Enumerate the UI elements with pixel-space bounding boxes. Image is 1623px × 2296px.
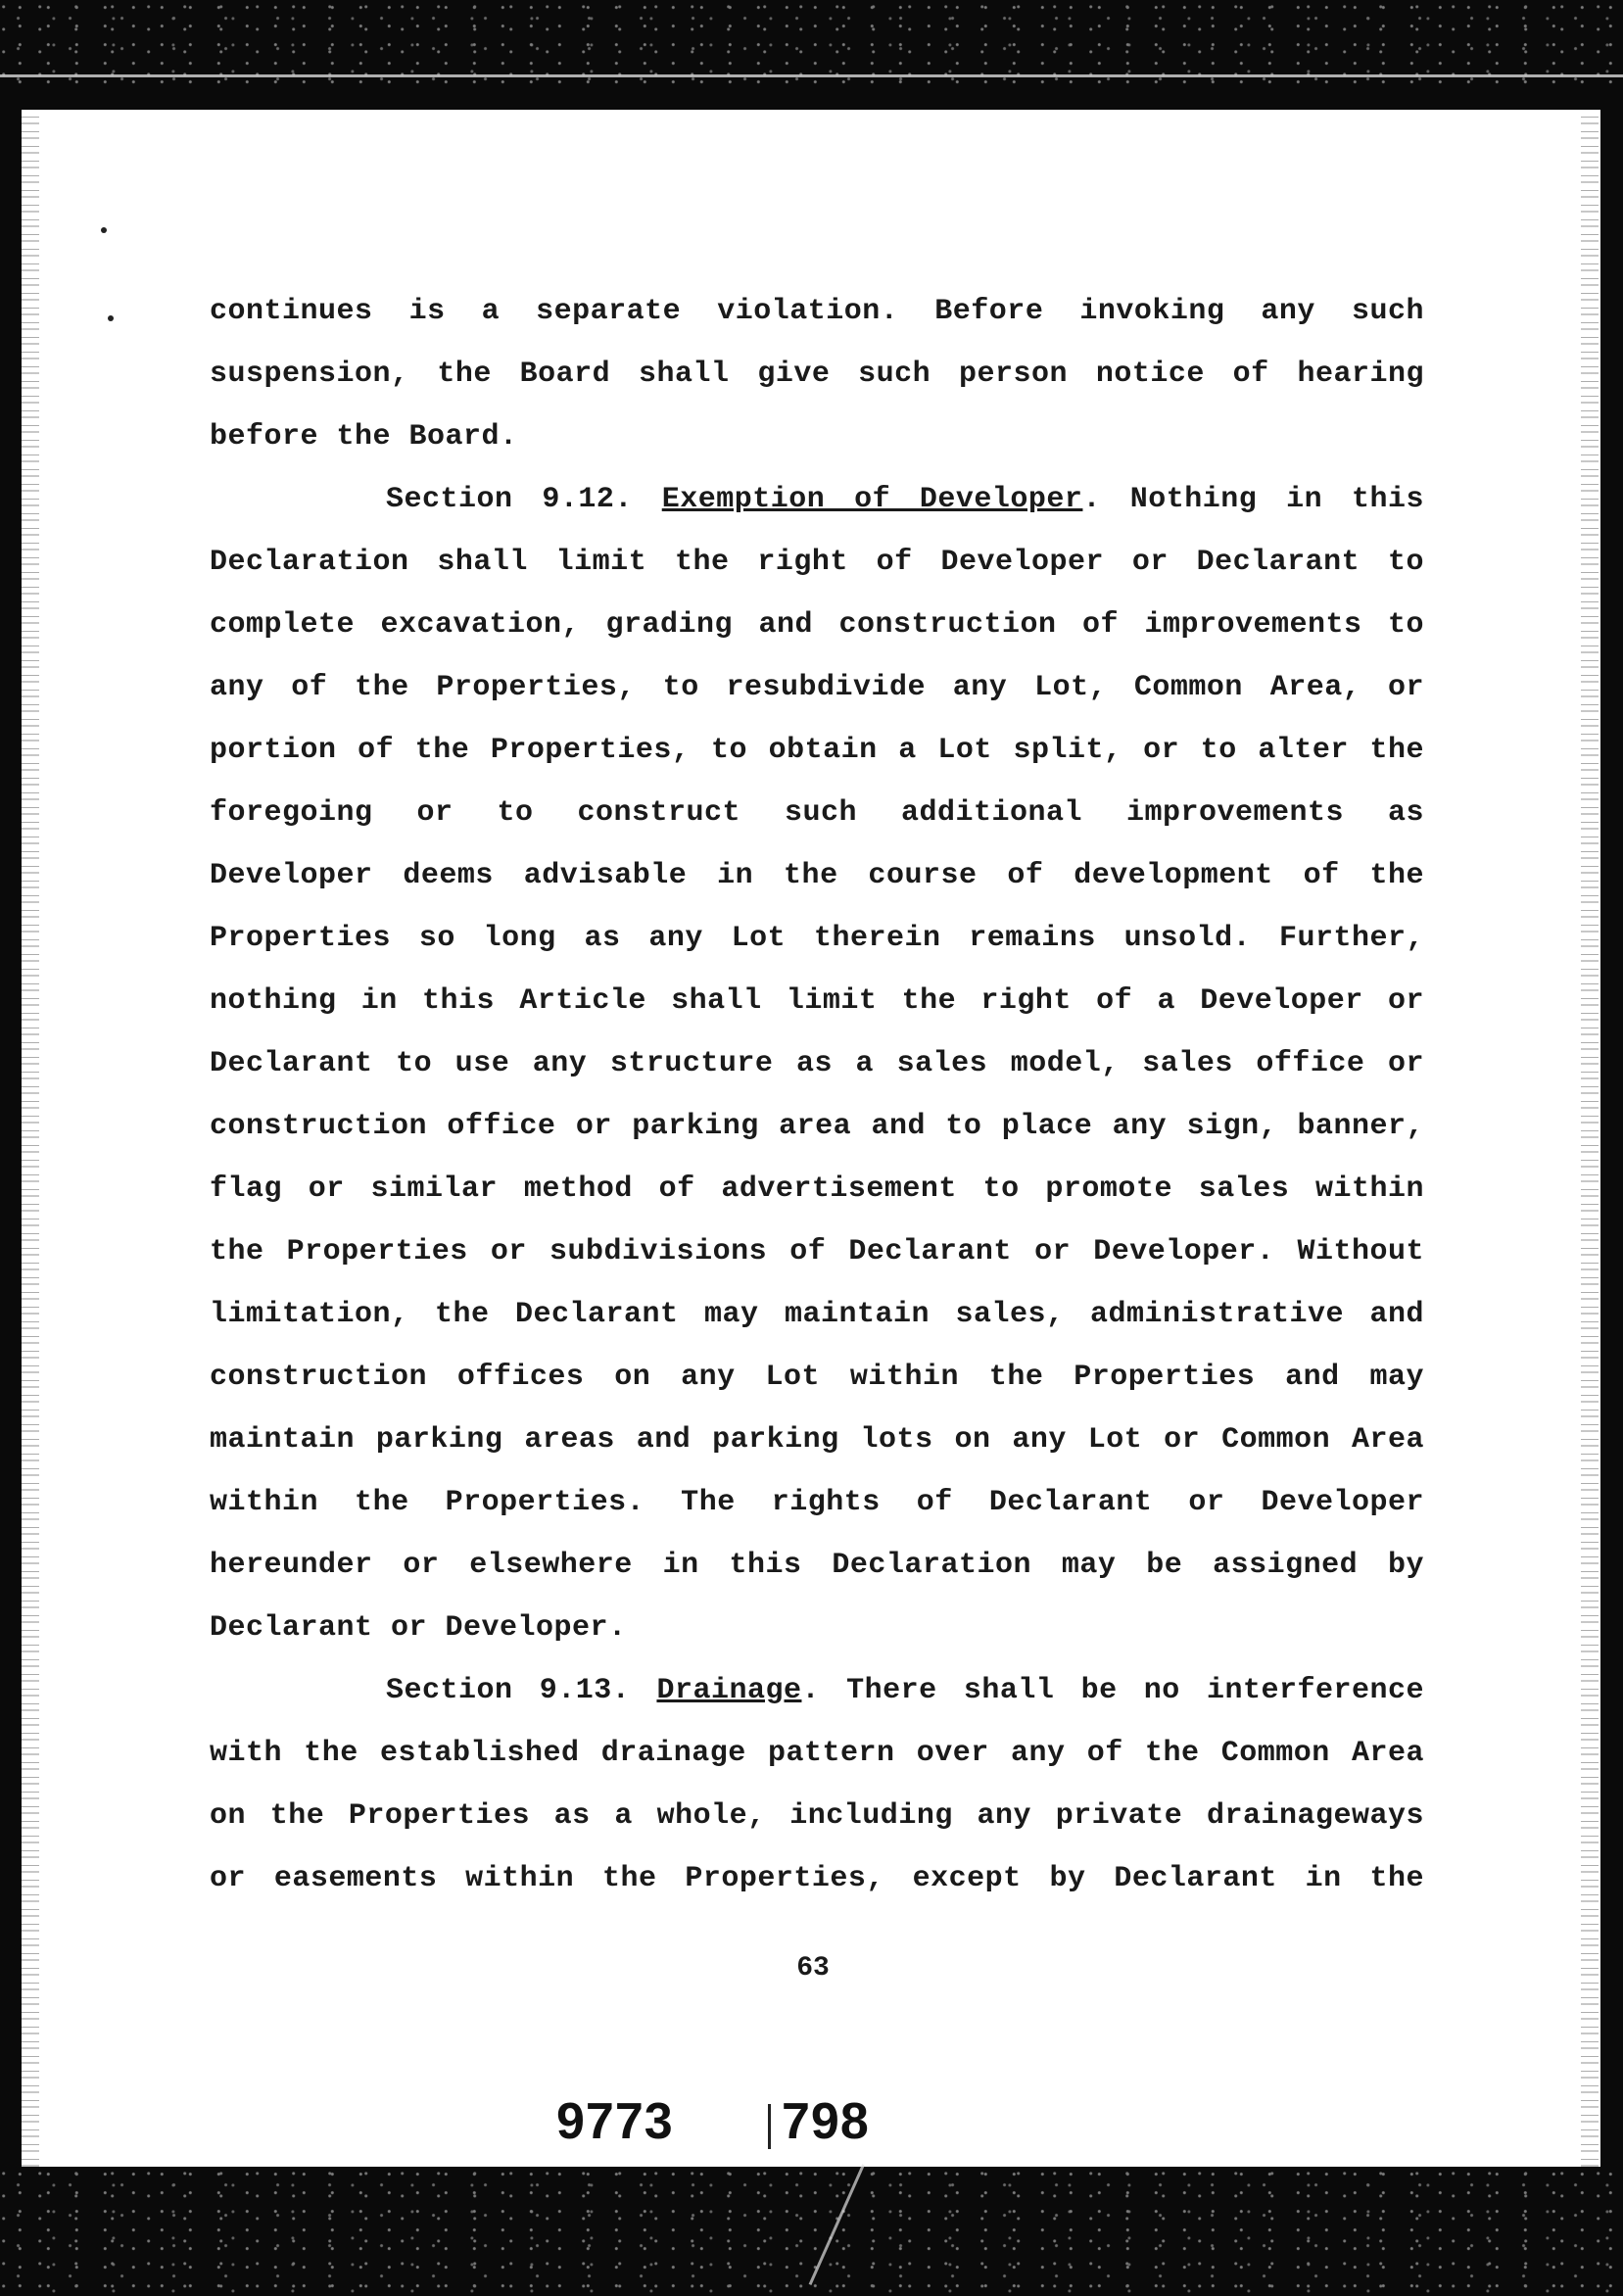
recording-page-number: 798 [782,2093,870,2150]
scan-noise-top [0,0,1623,93]
text-line: the Properties or subdivisions of Declarant or Developer. Without [210,1235,1424,1268]
text-line: limitation, the Declarant may maintain sales, administrative and [210,1298,1424,1331]
recording-book-number: 9773 [556,2093,674,2150]
text-line: suspension, the Board shall give such person notice of hearing [210,358,1424,391]
text-line: Declaration shall limit the right of Developer or Declarant to [210,546,1424,579]
section-heading-9-13 [210,1659,1424,1722]
text-line: construction office or parking area and to place any sign, banner, [210,1110,1424,1143]
section-heading-9-12 [210,468,1424,531]
text-line: Properties so long as any Lot therein remains unsold. Further, [210,922,1424,955]
document-body [210,280,1424,1910]
text-line: foregoing or to construct such additional improvements as [210,796,1424,830]
scan-speck [101,227,107,233]
text-line: or easements within the Properties, except by Declarant in the [210,1862,1424,1895]
text-line: complete excavation, grading and construction of improvements to [210,608,1424,642]
text-line: maintain parking areas and parking lots on any Lot or Common Area [210,1423,1424,1457]
text-line: construction offices on any Lot within the Properties and may [210,1361,1424,1394]
text-line: Developer deems advisable in the course of development of the [210,859,1424,892]
page-number: 63 [796,1953,830,1984]
section-lead-text: . Nothing in this [1082,483,1424,516]
text-line: flag or similar method of advertisement to promote sales within [210,1172,1424,1206]
scan-edge-left [22,110,39,2167]
text-line: Declarant to use any structure as a sales model, sales office or [210,1047,1424,1080]
text-line: on the Properties as a whole, including any private drainageways [210,1799,1424,1833]
scan-edge-line [0,74,1623,77]
section-number: Section 9.12. [386,483,633,516]
text-line: nothing in this Article shall limit the right of a Developer or [210,984,1424,1018]
stamp-divider [768,2104,771,2149]
section-number: Section 9.13. [386,1674,631,1707]
scan-speck [108,315,114,321]
text-line: any of the Properties, to resubdivide any Lot, Common Area, or [210,671,1424,704]
text-line: within the Properties. The rights of Declarant or Developer [210,1486,1424,1519]
text-line: continues is a separate violation. Before invoking any such [210,295,1424,328]
text-line: before the Board. [210,420,518,454]
text-line: with the established drainage pattern over any of the Common Area [210,1737,1424,1770]
section-title: Drainage [656,1674,802,1707]
text-line: hereunder or elsewhere in this Declaration may be assigned by [210,1549,1424,1582]
section-lead-text: . There shall be no interference [801,1674,1424,1707]
scan-edge-right [1581,110,1599,2167]
text-line: Declarant or Developer. [210,1611,627,1645]
text-line: portion of the Properties, to obtain a Lot split, or to alter the [210,734,1424,767]
section-title: Exemption of Developer [661,483,1083,516]
